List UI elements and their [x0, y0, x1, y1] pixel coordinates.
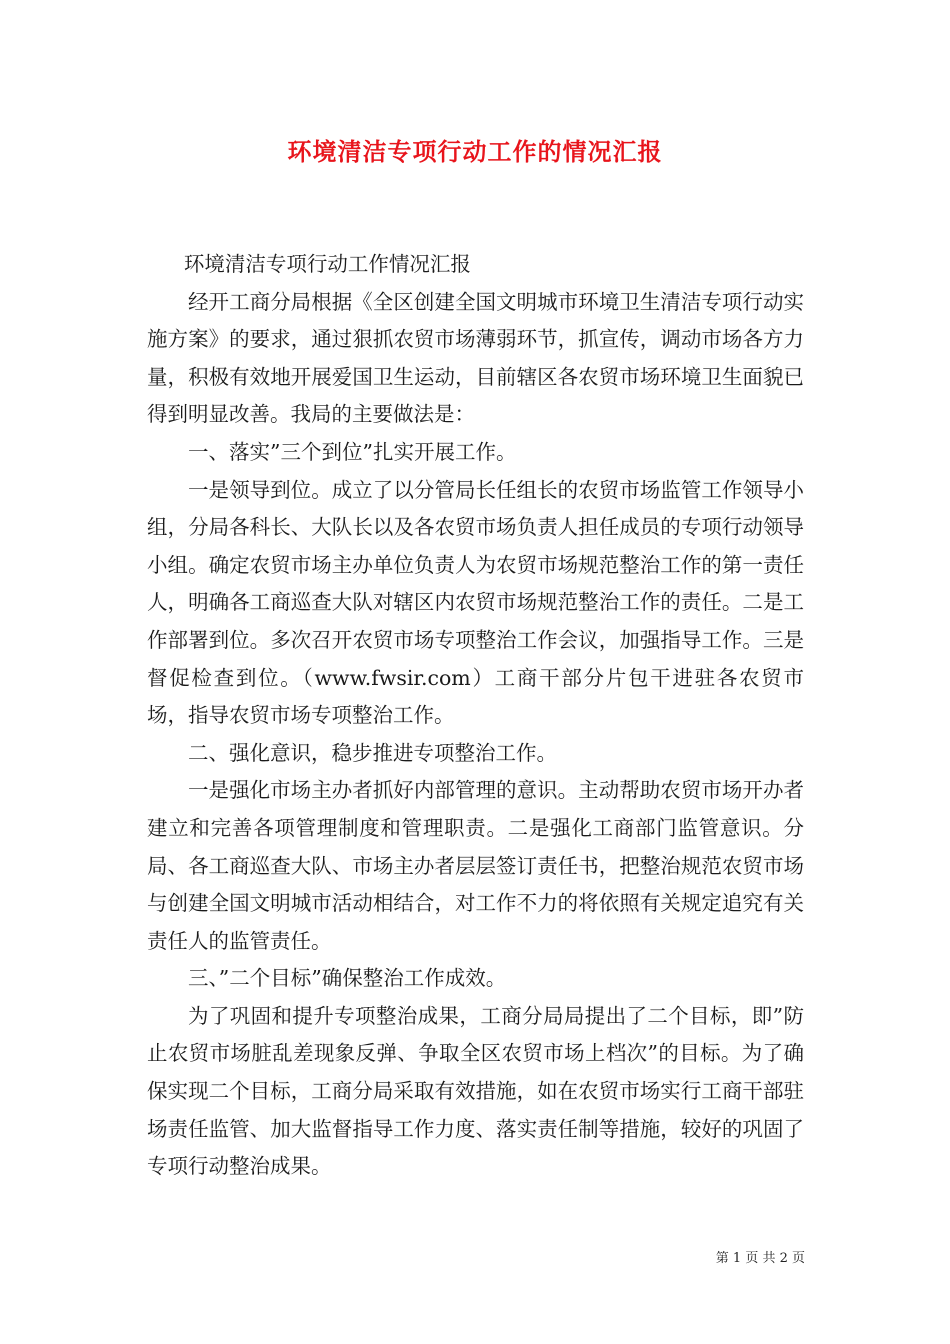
paragraph-section-2: 一是强化市场主办者抓好内部管理的意识。主动帮助农贸市场开办者建立和完善各项管理制度和管理职责。二是强化工商部门监管意识。分局、各工商巡查大队、市场主办者层层签订责任书，把整治规范农贸市场与创建全国文明城市活动相结合，对工作不力的将依照有关规定追究有关责任人的监管责任。: [147, 778, 804, 953]
document-subtitle: 环境清洁专项行动工作情况汇报: [183, 252, 471, 276]
document-title: 环境清洁专项行动工作的情况汇报: [287, 137, 663, 166]
document-body: [147, 246, 804, 1186]
paragraph-intro: 经开工商分局根据《全区创建全国文明城市环境卫生清洁专项行动实施方案》的要求，通过狠抓农贸市场薄弱环节，抓宣传，调动市场各方力量，积极有效地开展爱国卫生运动，目前辖区各农贸市场环境卫生面貌已得到明显改善。我局的主要做法是：: [147, 289, 804, 427]
paragraph-section-3: 为了巩固和提升专项整治成果，工商分局局提出了二个目标，即”防止农贸市场脏乱差现象反弹、争取全区农贸市场上档次”的目标。为了确保实现二个目标，工商分局采取有效措施，如在农贸市场实行工商干部驻场责任监管、加大监督指导工作力度、落实责任制等措施，较好的巩固了专项行动整治成果。: [147, 1003, 804, 1179]
section-heading-2: 二、强化意识，稳步推进专项整治工作。: [188, 740, 557, 765]
page-number-footer: 第 1 页 共 2 页: [715, 1251, 805, 1266]
paragraph-section-1: 一是领导到位。成立了以分管局长任组长的农贸市场监管工作领导小组，分局各科长、大队长以及各农贸市场负责人担任成员的专项行动领导小组。确定农贸市场主办单位负责人为农贸市场规范整治工作的第一责任人，明确各工商巡查大队对辖区内农贸市场规范整治工作的责任。二是工作部署到位。多次召开农贸市场专项整治工作会议，加强指导工作。三是督促检查到位。（www.fwsir.com）工商干部分片包干进驻各农贸市场，指导农贸市场专项整治工作。: [147, 477, 804, 728]
section-heading-3: 三、”二个目标”确保整治工作成效。: [188, 966, 507, 991]
section-heading-1: 一、落实”三个到位”扎实开展工作。: [188, 439, 517, 464]
